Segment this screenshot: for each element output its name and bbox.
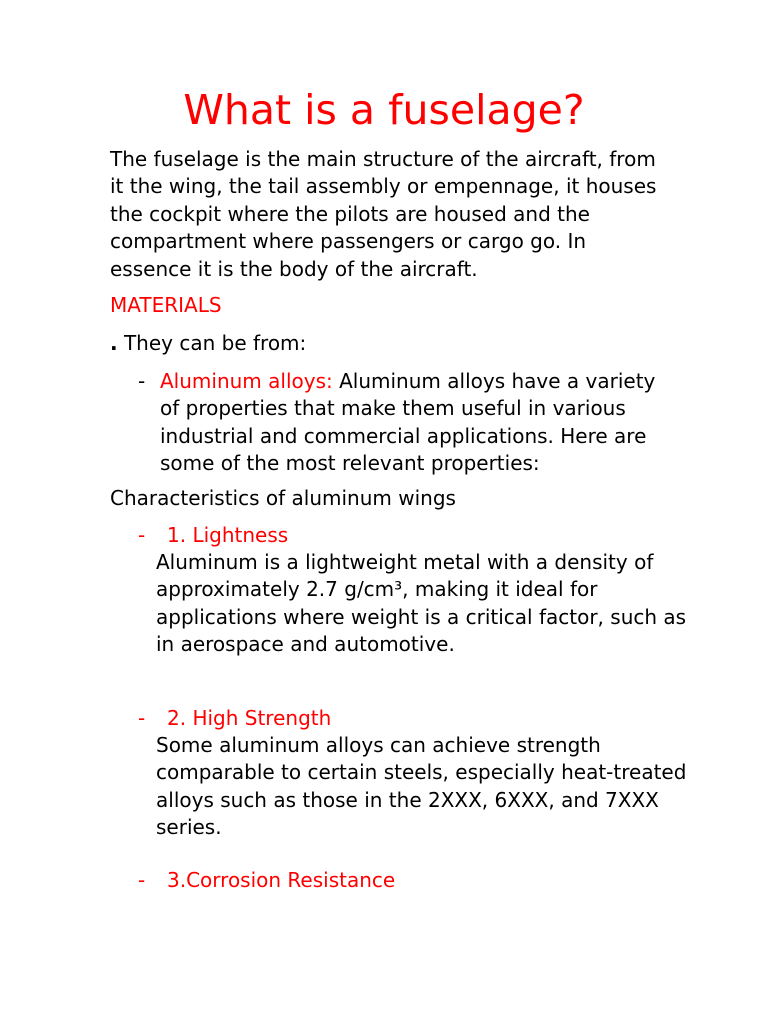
intro-paragraph: The fuselage is the main structure of the aircraft, from it the wing, the tail assembly or empennage, it houses the cockpit where the pilots are housed and the compartment where passengers or cargo go. In essence it is the body of the aircraft. <box>110 147 657 281</box>
list-dash: - <box>138 868 146 892</box>
they-can-text: They can be from: <box>117 331 307 355</box>
aluminum-alloys-description: Aluminum alloys have a variety of properties that make them useful in various industrial and commercial applications. Here are some of the most relevant properties: <box>160 369 656 476</box>
lightness-body: Aluminum is a lightweight metal with a density of approximately 2.7 g/cm³, making it ideal for applications where weight is a critical factor, such as in aerospace and automotive. <box>156 550 687 657</box>
bullet-dot: . <box>110 331 118 355</box>
list-dash: - <box>138 523 146 547</box>
characteristics-heading: Characteristics of aluminum wings <box>110 486 456 510</box>
high-strength-body: Some aluminum alloys can achieve strength comparable to certain steels, especially heat-treated alloys such as those in the 2XXX, 6XXX, and 7XXX series. <box>156 733 687 840</box>
aluminum-alloys-label: Aluminum alloys: <box>160 369 333 393</box>
list-dash: - <box>138 706 146 730</box>
list-dash: - <box>138 369 146 393</box>
high-strength-heading: 2. High Strength <box>167 706 332 730</box>
aluminum-alloys-text <box>160 368 680 478</box>
they-can-line <box>110 330 670 357</box>
lightness-heading: 1. Lightness <box>167 523 289 547</box>
corrosion-resistance-heading: 3.Corrosion Resistance <box>167 868 396 892</box>
page-title: What is a fuselage? <box>183 86 585 134</box>
materials-heading: MATERIALS <box>110 293 222 317</box>
